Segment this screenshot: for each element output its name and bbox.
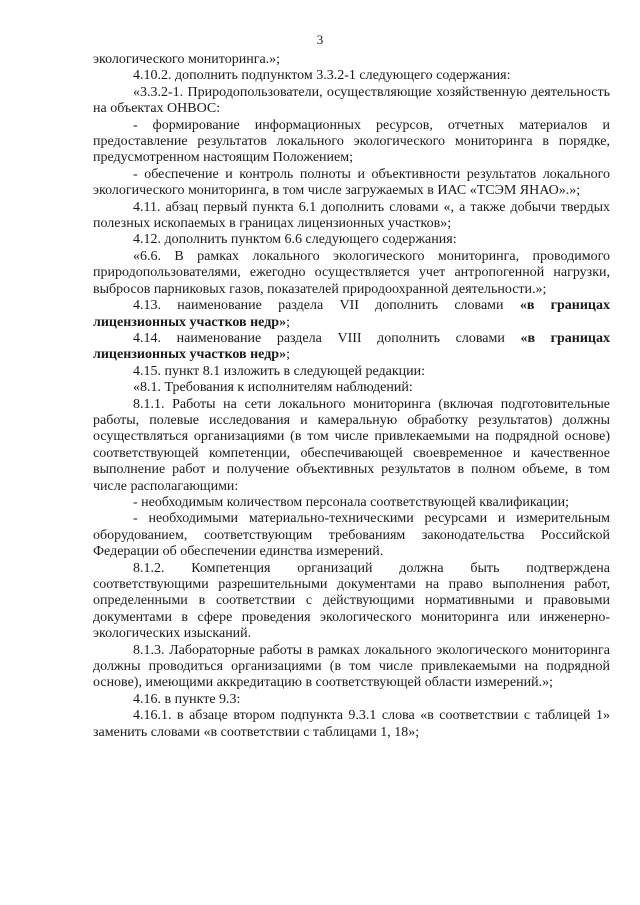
paragraph-4-12: 4.12. дополнить пунктом 6.6 следующего содержания: — [133, 232, 457, 248]
paragraph-4-14-tail: ; — [286, 347, 290, 363]
page-number: 3 — [316, 32, 324, 47]
paragraph-4-16: 4.16. в пункте 9.3: — [133, 691, 241, 707]
paragraph-continuation: экологического мониторинга.»; — [93, 52, 281, 67]
paragraph-bullet-personnel: - необходимым количеством персонала соответствующей квалификации; — [133, 494, 570, 510]
paragraph-6-6: «6.6. В рамках локального экологического мониторинга, проводимого природопользователями, ежегодно осуществляется учет антропогенной нагрузки, выбросов парниковых газов, показателей природоохранной деятельности.»; — [93, 248, 610, 297]
paragraph-3-3-2-1: «3.3.2-1. Природопользователи, осуществляющие хозяйственную деятельность на объектах ОНВОС: — [93, 84, 610, 117]
paragraph-bullet-equipment: - необходимыми материально-техническими ресурсами и измерительным оборудованием, соответствующим требованиям законодательства Российской Федерации об обеспечении единства измерений. — [93, 511, 610, 560]
paragraph-8-1-2: 8.1.2. Компетенция организаций должна быть подтверждена соответствующими разрешительными документами на право выполнения работ, определенными в соответствии с действующими нормативными и правовыми документами в сфере проведения экологического мониторинга или инженерно-экологических изысканий. — [93, 560, 610, 642]
paragraph-bullet-resources: - формирование информационных ресурсов, отчетных материалов и предоставление результатов локального экологического мониторинга в порядке, предусмотренном настоящим Положением; — [93, 117, 610, 166]
paragraph-4-10-2: 4.10.2. дополнить подпунктом 3.3.2-1 следующего содержания: — [133, 68, 511, 84]
paragraph-4-15: 4.15. пункт 8.1 изложить в следующей редакции: — [133, 363, 425, 379]
paragraph-4-11: 4.11. абзац первый пункта 6.1 дополнить словами «, а также добычи твердых полезных ископаемых в границах лицензионных участков»; — [93, 199, 610, 232]
paragraph-8-1: «8.1. Требования к исполнителям наблюдений: — [133, 380, 413, 396]
paragraph-4-13-tail: ; — [286, 314, 290, 330]
paragraph-8-1-3: 8.1.3. Лабораторные работы в рамках локального экологического мониторинга должны проводиться организациями (в том числе привлекаемыми на подрядной основе), имеющими аккредитацию в соответствующей области измерений.»; — [93, 642, 610, 691]
paragraph-4-13-text: 4.13. наименование раздела VII дополнить словами — [133, 298, 520, 314]
paragraph-bullet-control: - обеспечение и контроль полноты и объективности результатов локального экологического мониторинга, в том числе загружаемых в ИАС «ТСЭМ ЯНАО».»; — [93, 166, 610, 199]
document-body — [93, 52, 610, 741]
paragraph-4-16-1: 4.16.1. в абзаце втором подпункта 9.3.1 слова «в соответствии с таблицей 1» заменить словами «в соответствии с таблицами 1, 18»; — [93, 708, 610, 740]
paragraph-4-13 — [93, 298, 610, 331]
paragraph-4-13-bold: «в границах лицензионных участков недр» — [93, 298, 610, 330]
paragraph-4-14-text: 4.14. наименование раздела VIII дополнить словами — [133, 330, 521, 346]
paragraph-4-14 — [93, 331, 610, 364]
paragraph-8-1-1: 8.1.1. Работы на сети локального мониторинга (включая подготовительные работы, полевые исследования и камеральную обработку результатов) должны осуществляться организациями (в том числе привлекаемыми на подрядной основе) соответствующей компетенции, обеспечивающей своевременное и качественное выполнение работ и получение объективных результатов в полном объеме, в том числе располагающими: — [93, 396, 610, 494]
paragraph-4-14-bold: «в границах лицензионных участков недр» — [93, 330, 610, 363]
